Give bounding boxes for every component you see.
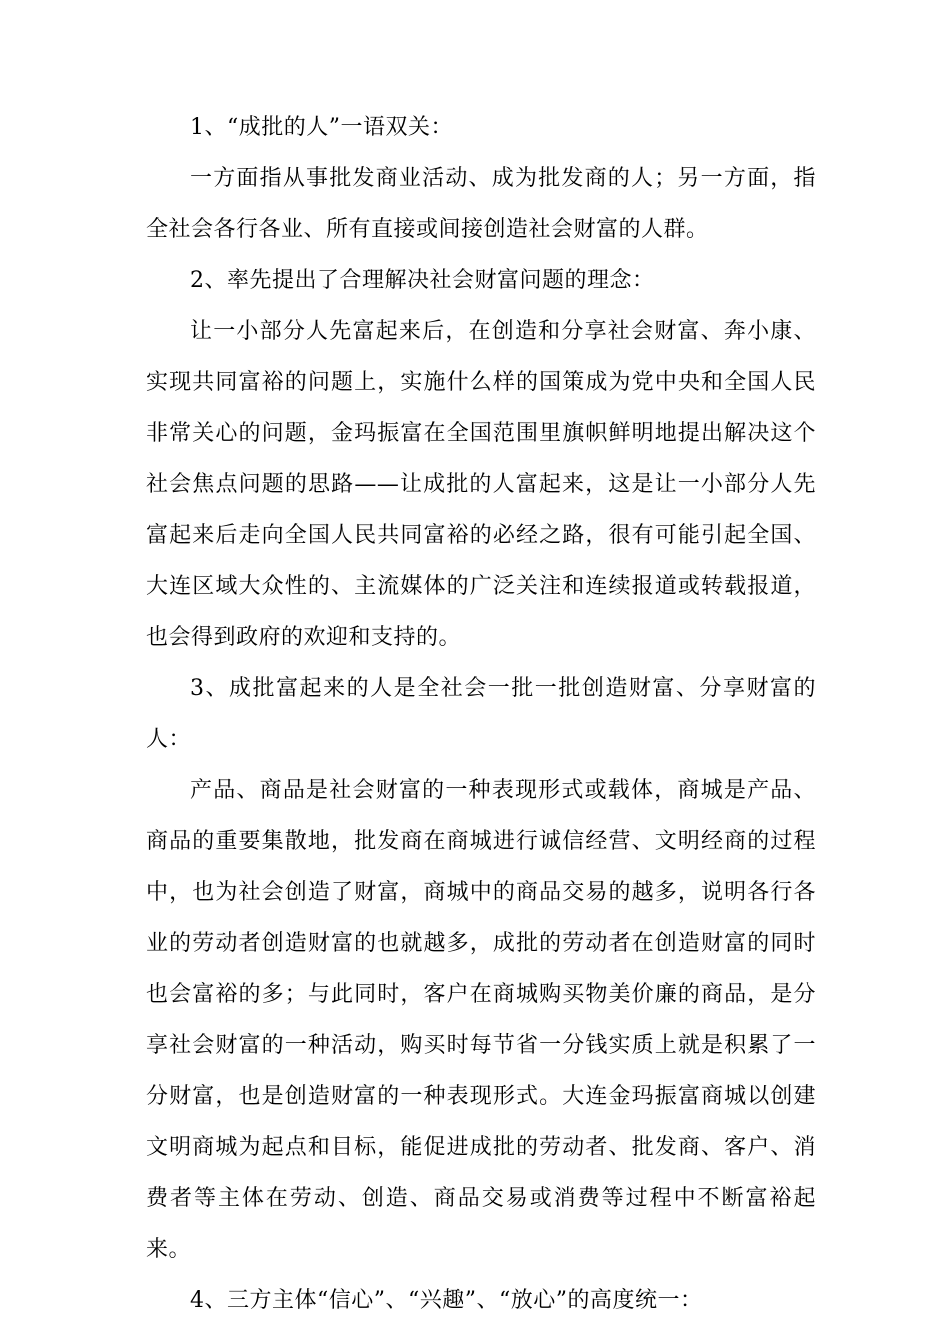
paragraph-1: 一方面指从事批发商业活动、成为批发商的人；另一方面，指全社会各行各业、所有直接或间接创造社会财富的人群。	[146, 166, 816, 242]
heading-1: 1、“成批的人”一语双关：	[190, 115, 453, 140]
paragraph-2: 让一小部分人先富起来后，在创造和分享社会财富、奔小康、实现共同富裕的问题上，实施什么样的国策成为党中央和全国人民非常关心的问题，金玛振富在全国范围里旗帜鲜明地提出解决这个社会焦点问题的思路——让成批的人富起来，这是让一小部分人先富起来后走向全国人民共同富裕的必经之路，很有可能引起全国、大连区域大众性的、主流媒体的广泛关注和连续报道或转载报道，也会得到政府的欢迎和支持的。	[146, 319, 816, 650]
document-body	[146, 102, 816, 1326]
heading-2: 2、率先提出了合理解决社会财富问题的理念：	[190, 268, 655, 293]
heading-4: 4、三方主体“信心”、“兴趣”、“放心”的高度统一：	[190, 1288, 703, 1313]
paragraph-3: 产品、商品是社会财富的一种表现形式或载体，商城是产品、商品的重要集散地，批发商在商城进行诚信经营、文明经商的过程中，也为社会创造了财富，商城中的商品交易的越多，说明各行各业的劳动者创造财富的也就越多，成批的劳动者在创造财富的同时也会富裕的多；与此同时，客户在商城购买物美价廉的商品，是分享社会财富的一种活动，购买时每节省一分钱实质上就是积累了一分财富，也是创造财富的一种表现形式。大连金玛振富商城以创建文明商城为起点和目标，能促进成批的劳动者、批发商、客户、消费者等主体在劳动、创造、商品交易或消费等过程中不断富裕起来。	[146, 778, 816, 1262]
heading-3: 3、成批富起来的人是全社会一批一批创造财富、分享财富的人：	[146, 676, 816, 752]
